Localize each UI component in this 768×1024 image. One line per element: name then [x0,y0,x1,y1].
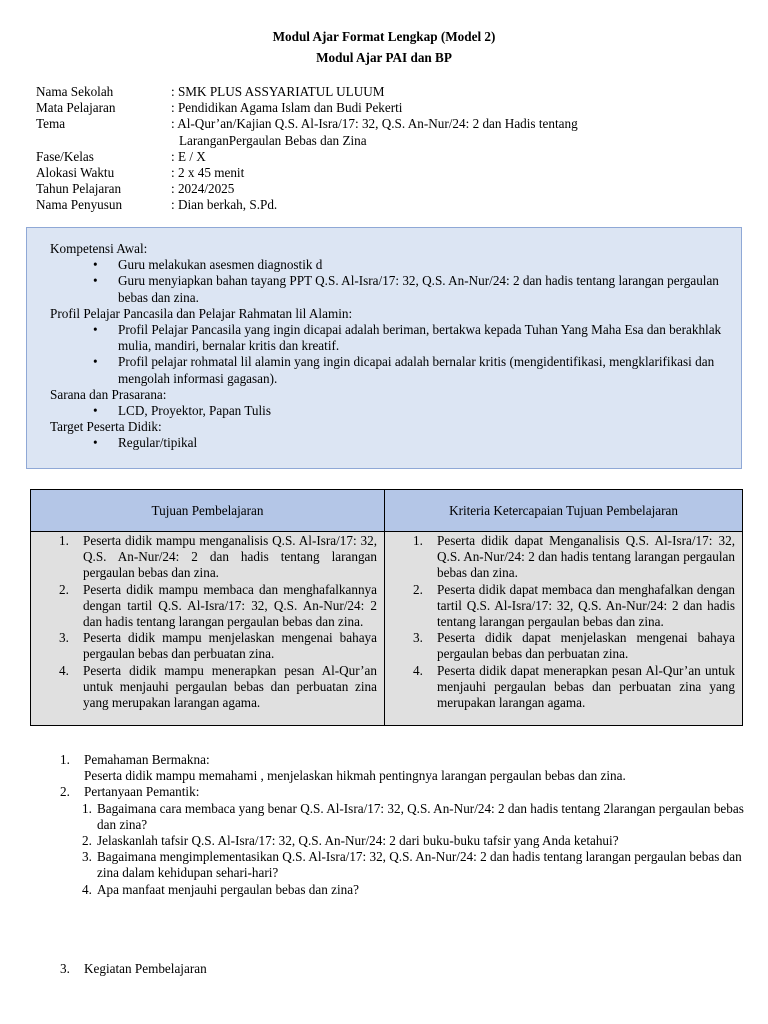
bullet-icon: • [93,435,98,451]
section-list [60,961,750,977]
list-item-text: Peserta didik dapat menerapkan pesan Al-Qur’an untuk menjauhi pergaulan bebas dan perbuatan zina yang merupakan larangan agama. [437,662,735,711]
info-label: Nama Sekolah [36,84,114,99]
list-item [50,273,740,305]
bullet-icon: • [93,273,98,289]
table-header: Kriteria Ketercapaian Tujuan Pembelajaran [385,490,743,532]
list-item: 2. Peserta didik dapat membaca dan menghafalkan dengan tartil Q.S. Al-Isra/17: 32, Q.S. An-Nur/24: 2 dan hadis tentang larangan pergaulan bebas dan zina. [413,581,735,630]
section-heading: Sarana dan Prasarana: [50,386,167,402]
section-item: 1. Pemahaman Bermakna: [60,752,210,767]
list-item: 3. Peserta didik dapat menjelaskan mengenai bahaya pergaulan bebas dan perbuatan zina. [413,630,735,662]
bullet-list [50,403,740,419]
list-item-text: Peserta didik dapat Menganalisis Q.S. Al-Isra/17: 32, Q.S. An-Nur/24: 2 dan hadis tentang larangan pergaulan bebas dan zina. [437,533,735,581]
bullet-icon: • [93,322,98,338]
info-value [171,116,736,148]
info-row-year [36,181,736,197]
bullet-list [50,257,740,306]
info-value: : Dian berkah, S.Pd. [171,197,278,213]
info-label: Tahun Pelajaran [36,181,122,197]
table-cell [31,532,385,726]
section-title: Pertanyaan Pemantik: [84,784,200,800]
identity-block [36,84,736,214]
list-item: 3. Peserta didik mampu menjelaskan mengenai bahaya pergaulan bebas dan perbuatan zina. [59,630,377,662]
list-item-text: Profil pelajar rohmatal lil alamin yang ingin dicapai adalah bernalar kritis (mengidentifikasi, mengklarifikasi dan mengolah informasi gagasan). [118,354,715,386]
info-label: Fase/Kelas [36,148,94,164]
info-row-time [36,165,736,181]
list-item-text: Jelaskanlah tafsir Q.S. Al-Isra/17: 32, Q.S. An-Nur/24: 2 dari buku-buku tafsir yang Anda ketahui? [97,833,619,849]
section-item: 2. Pertanyaan Pemantik: [60,784,200,800]
section-title: Pemahaman Bermakna: [84,752,210,767]
list-item-text: Profil Pelajar Pancasila yang ingin dicapai adalah beriman, bertakwa kepada Tuhan Yang Maha Esa dan berakhlak mulia, mandiri, bernalar kritis dan kreatif. [118,322,722,354]
bullet-icon: • [93,257,98,273]
list-item [50,435,740,451]
section-heading: Profil Pelajar Pancasila dan Pelajar Rahmatan lil Alamin: [50,305,353,321]
info-value: : 2024/2025 [171,181,235,197]
info-label: Nama Penyusun [36,197,123,213]
info-value: : E / X [171,148,206,164]
list-item-text: Peserta didik dapat menjelaskan mengenai bahaya pergaulan bebas dan perbuatan zina. [437,630,735,662]
list-item-text: Guru menyiapkan bahan tayang PPT Q.S. Al-Isra/17: 32, Q.S. An-Nur/24: 2 dan hadis tentang larangan pergaulan bebas dan zina. [118,273,719,305]
list-item-text: Peserta didik mampu menerapkan pesan Al-Qur’an untuk menjauhi pergaulan bebas dan perbuatan zina yang merupakan larangan agama. [83,662,377,711]
section-title: Kegiatan Pembelajaran [84,961,207,976]
table-header: Tujuan Pembelajaran [31,490,385,532]
list-item: 1. Bagaimana cara membaca yang benar Q.S. Al-Isra/17: 32, Q.S. An-Nur/24: 2 dan hadis tentang 2larangan pergaulan bebas dan zina? [82,800,744,832]
info-row-phase [36,149,736,165]
info-value: : Pendidikan Agama Islam dan Budi Pekerti [171,100,403,116]
list-item: 4. Peserta didik mampu menerapkan pesan Al-Qur’an untuk menjauhi pergaulan bebas dan perbuatan zina yang merupakan larangan agama. [59,662,377,711]
info-value: : 2 x 45 menit [171,165,245,181]
info-label: Tema [36,116,66,132]
info-row-theme [36,116,736,148]
section-heading: Kompetensi Awal: [50,241,148,256]
info-label: Mata Pelajaran [36,100,116,116]
bullet-list [50,435,740,451]
theme-line-1: : Al-Qur’an/Kajian Q.S. Al-Isra/17: 32, Q.S. An-Nur/24: 2 dan Hadis tentang [171,116,578,132]
list-item: 2. Jelaskanlah tafsir Q.S. Al-Isra/17: 32, Q.S. An-Nur/24: 2 dari buku-buku tafsir yang Anda ketahui? [82,833,619,849]
list-item [50,257,740,273]
list-item-text: Bagaimana cara membaca yang benar Q.S. Al-Isra/17: 32, Q.S. An-Nur/24: 2 dan hadis tentang 2larangan pergaulan bebas dan zina? [97,800,744,832]
list-item [50,403,740,419]
numbered-list [31,532,384,725]
bullet-icon: • [93,354,98,370]
table-cell [385,532,743,726]
list-item-text: Peserta didik dapat membaca dan menghafalkan dengan tartil Q.S. Al-Isra/17: 32, Q.S. An-Nur/24: 2 dan hadis tentang larangan pergaulan bebas dan zina. [437,581,735,630]
prerequisite-box [26,227,742,469]
list-item-text: Peserta didik mampu membaca dan menghafalkannya dengan tartil Q.S. Al-Isra/17: 32, Q.S. An-Nur/24: 2 dan hadis tentang larangan pergaulan bebas dan zina. [83,581,377,630]
bullet-icon: • [93,403,98,419]
list-item: 4. Apa manfaat menjauhi pergaulan bebas dan zina? [82,881,359,897]
info-row-subject [36,100,736,116]
info-row-school [36,84,736,100]
list-item-text: Peserta didik mampu menjelaskan mengenai bahaya pergaulan bebas dan perbuatan zina. [83,630,377,662]
list-item-text: Apa manfaat menjauhi pergaulan bebas dan zina? [97,881,359,897]
numbered-list [385,532,742,725]
list-item-text: Regular/tipikal [118,435,198,451]
info-row-author [36,197,736,213]
document-title: Modul Ajar Format Lengkap (Model 2) [272,29,496,44]
list-item: 1. Peserta didik dapat Menganalisis Q.S. Al-Isra/17: 32, Q.S. An-Nur/24: 2 dan hadis tentang larangan pergaulan bebas dan zina. [413,533,735,581]
section-text: Peserta didik mampu memahami , menjelaskan hikmah pentingnya larangan pergaulan bebas dan zina. [84,768,626,784]
list-item-text: Guru melakukan asesmen diagnostik d [118,257,323,273]
section-heading: Target Peserta Didik: [50,419,162,435]
section-item: 3. Kegiatan Pembelajaran [60,961,207,976]
info-value: : SMK PLUS ASSYARIATUL ULUUM [171,84,385,99]
objectives-table [30,489,743,726]
theme-line-2: LaranganPergaulan Bebas dan Zina [179,132,367,148]
list-item-text: Peserta didik mampu menganalisis Q.S. Al-Isra/17: 32, Q.S. An-Nur/24: 2 dan hadis tentang larangan pergaulan bebas dan zina. [83,533,377,581]
list-item [50,354,740,386]
list-item [50,322,740,354]
list-item: 2. Peserta didik mampu membaca dan menghafalkannya dengan tartil Q.S. Al-Isra/17: 32, Q.S. An-Nur/24: 2 dan hadis tentang larangan pergaulan bebas dan zina. [59,581,377,630]
section-list [60,752,750,898]
info-label: Alokasi Waktu [36,165,115,181]
list-item: 1. Peserta didik mampu menganalisis Q.S. Al-Isra/17: 32, Q.S. An-Nur/24: 2 dan hadis tentang larangan pergaulan bebas dan zina. [59,533,377,581]
list-item: 4. Peserta didik dapat menerapkan pesan Al-Qur’an untuk menjauhi pergaulan bebas dan perbuatan zina yang merupakan larangan agama. [413,662,735,711]
list-item-text: LCD, Proyektor, Papan Tulis [118,403,271,419]
list-item-text: Bagaimana mengimplementasikan Q.S. Al-Isra/17: 32, Q.S. An-Nur/24: 2 dan hadis tentang larangan pergaulan bebas dan zina dalam kehidupan sehari-hari? [97,849,742,881]
bullet-list [50,322,740,387]
document-subtitle: Modul Ajar PAI dan BP [316,50,452,65]
list-item: 3. Bagaimana mengimplementasikan Q.S. Al-Isra/17: 32, Q.S. An-Nur/24: 2 dan hadis tentang larangan pergaulan bebas dan zina dalam kehidupan sehari-hari? [82,849,742,881]
